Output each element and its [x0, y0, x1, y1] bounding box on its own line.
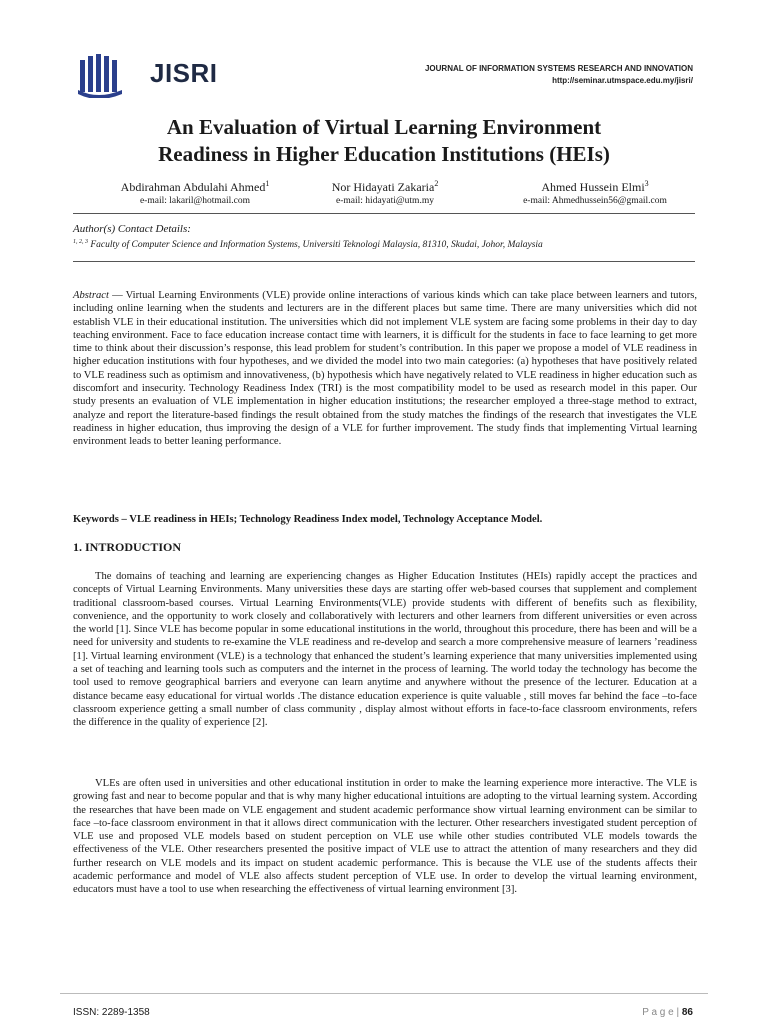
abstract [73, 289, 697, 449]
author-name: Ahmed Hussein Elmi [541, 180, 645, 194]
book-logo-icon [78, 50, 153, 98]
author-sup: 1 [265, 179, 270, 188]
footer-divider [60, 993, 708, 994]
keywords: Keywords – VLE readiness in HEIs; Technology Readiness Index model, Technology Acceptance Model. [73, 514, 543, 525]
author-1-email[interactable]: e-mail: lakaril@hotmail.com [139, 196, 251, 206]
author-sup: 2 [434, 179, 439, 188]
author-2-email[interactable]: e-mail: hidayati@utm.my [336, 196, 434, 206]
page-number [642, 1007, 693, 1018]
author-3-email[interactable]: e-mail: Ahmedhussein56@gmail.com [523, 196, 667, 206]
author-sup: 3 [644, 179, 649, 188]
abstract-text: — Virtual Learning Environments (VLE) provide online interactions of various kinds which can take place between learners and tutors, including online learning when the students and lecturers are in the different places but same time. There are many universities which did not establish VLE in their educational institution. The universities which did not implement VLE system are facing some problems in their day to day teaching environment. Face to face education increase contact time with learners, it is difficult for the students in face to face learning to get more time to think about their discussion’s response, this lead problem for student’s contribution. In this paper we propose a model of VLE readiness in higher education institutions with four hypotheses, and we divided the model into two main categories: (a) hypotheses that have positively related to VLE readiness such as optimism and innovativeness, (b) hypothesis which have negatively related to VLE readiness in higher education such as discomfort and insecurity. Technology Readiness Index (TRI) is the most compatibility model to be used as research model in this paper. Our study presents an evaluation of VLE implementation in higher education institutions; the researcher employed a three-stage method to extract, analyze and report the literature-based findings the result obtained from the study matches the findings of the research that investigates the VLE readiness in higher education, thus improving the design of a VLE for further improvement. The study finds that implementing Virtual learning environment leads to better leaning performance. [73, 290, 697, 448]
section-heading: 1. INTRODUCTION [73, 540, 182, 554]
page-number-value: 86 [681, 1007, 693, 1018]
affiliation [73, 239, 543, 250]
page-separator: | [676, 1007, 680, 1018]
author-name: Abdirahman Abdulahi Ahmed [120, 180, 266, 194]
author-1 [95, 179, 295, 195]
author-2 [300, 179, 470, 195]
page-label: P a g e [642, 1007, 674, 1018]
contact-label: Author(s) Contact Details: [73, 223, 191, 235]
divider [73, 261, 695, 262]
author-name: Nor Hidayati Zakaria [331, 180, 435, 194]
journal-url[interactable]: http://seminar.utmspace.edu.my/jisri/ [552, 76, 693, 85]
title-line-1: An Evaluation of Virtual Learning Environment [166, 115, 602, 139]
issn: ISSN: 2289-1358 [73, 1007, 150, 1018]
title-line-2: Readiness in Higher Education Institutions (HEIs) [158, 142, 610, 166]
affiliation-text: Faculty of Computer Science and Information Systems, Universiti Teknologi Malaysia, 81310, Skudai, Johor, Malaysia [90, 240, 543, 251]
divider [73, 213, 695, 214]
intro-paragraph-2: VLEs are often used in universities and other educational institution in order to make the learning experience more interactive. The VLE is growing fast and near to become popular and that is why many higher educational intuitions are adopting to the virtual learning system. According the researches that have been made on VLE engagement and student academic performance show virtual learning environment can be similar to face –to-face classroom environment in that it allows direct communication with the lecturer. Other researchers investigated student perception of VLE use and proposed VLE models based on student perception on VLE use while other studies contributed VLE models towards the effectiveness of the VLE. Other researchers presented the positive impact of VLE use to attract the attention of many researchers and they did further research on VLE models and its impact on student academic performance. This is because the VLE use of the students affects their academic performance and model of VLE also affects student perception of VLE use. In order to develop the virtual learning environment, educators must have a tool to use when researching the effectiveness of virtual learning environment [3]. [73, 778, 697, 896]
intro-paragraph-1: The domains of teaching and learning are experiencing changes as Higher Education Institutes (HEIs) rapidly accept the practices and concepts of Virtual Learning Environments. Many universities these days are starting offer web-based courses that supplement and complement traditional classroom-based courses. Virtual Learning Environments(VLE) provide students with different of benefits such as flexibility, convenience, and the opportunity to work closely and collaboratively with lecturers and other learners from different universities or even across the world [1]. Since VLE has become popular in some educational institutions in the world, throughout this procedure, there has been and will be a need for university and students to re-examine the VLE readiness and re-develop and search a more comprehensive measure of learners ’readiness [1]. Virtual learning environment (VLE) is a technology that enhanced the student’s learning experience that many universities implemented using a set of teaching and learning tools such as computers and the internet in the process of learning. The world today the technology has become the tool used to remove geographical barriers and everyone can learn anytime and anywhere without the presence of the lecturer. Education at a distance became easy educational for virtual worlds .The distance education experience is quite valuable , still moves far behind the face –to-face classroom experience getting a small number of class community , display almost without efforts in face-to-face classroom environments, refers the difference in the quality of experience [2]. [73, 571, 697, 729]
logo-text: JISRI [150, 58, 218, 88]
journal-name: JOURNAL OF INFORMATION SYSTEMS RESEARCH AND INNOVATION [424, 64, 693, 73]
paper-title [0, 114, 768, 168]
author-3 [500, 179, 690, 195]
affiliation-sup: 1, 2, 3 [73, 239, 88, 245]
abstract-label: Abstract [73, 290, 109, 301]
